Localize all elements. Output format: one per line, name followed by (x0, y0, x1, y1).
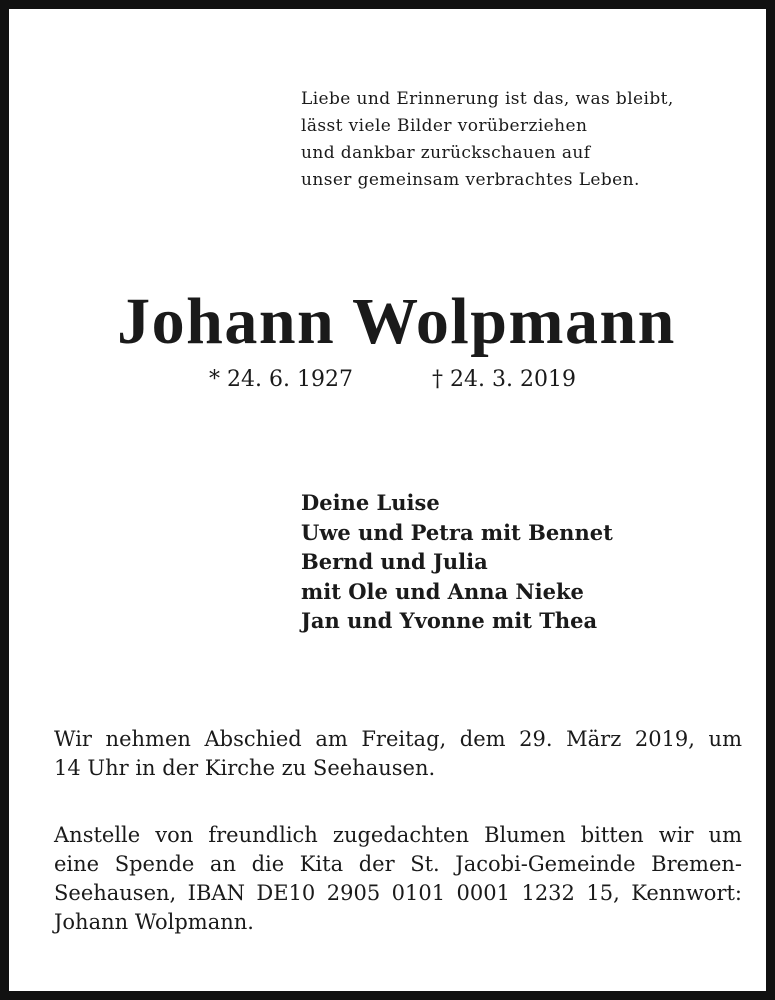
donation-notice (54, 821, 742, 937)
quote-line: Liebe und Erinnerung ist das, was bleibt, (301, 89, 674, 109)
death-date: † 24. 3. 2019 (432, 367, 576, 392)
donation-line: Seehausen, IBAN DE10 2905 0101 0001 1232 15, Kennwort: (54, 881, 742, 905)
birth-date: * 24. 6. 1927 (209, 367, 353, 392)
mourners-list (301, 488, 613, 636)
mourner-line: mit Ole und Anna Nieke (301, 578, 584, 604)
quote-line: und dankbar zurückschauen auf (301, 143, 591, 163)
farewell-line: Wir nehmen Abschied am Freitag, dem 29. März 2019, um (54, 727, 742, 751)
mourner-line: Bernd und Julia (301, 549, 488, 574)
mourner-line: Uwe und Petra mit Bennet (301, 519, 613, 545)
donation-line: Johann Wolpmann. (54, 910, 254, 934)
donation-line: eine Spende an die Kita der St. Jacobi-Gemeinde Bremen- (54, 852, 742, 876)
quote-line: unser gemeinsam verbrachtes Leben. (301, 170, 640, 190)
mourner-line: Jan und Yvonne mit Thea (301, 608, 598, 633)
deceased-name: Johann Wolpmann (117, 285, 676, 358)
quote-line: lässt viele Bilder vorüberziehen (301, 116, 588, 136)
mourner-line: Deine Luise (301, 490, 440, 515)
memorial-quote (301, 86, 674, 194)
farewell-line: 14 Uhr in der Kirche zu Seehausen. (54, 756, 436, 780)
farewell-notice (54, 725, 742, 783)
donation-line: Anstelle von freundlich zugedachten Blumen bitten wir um (54, 823, 742, 847)
